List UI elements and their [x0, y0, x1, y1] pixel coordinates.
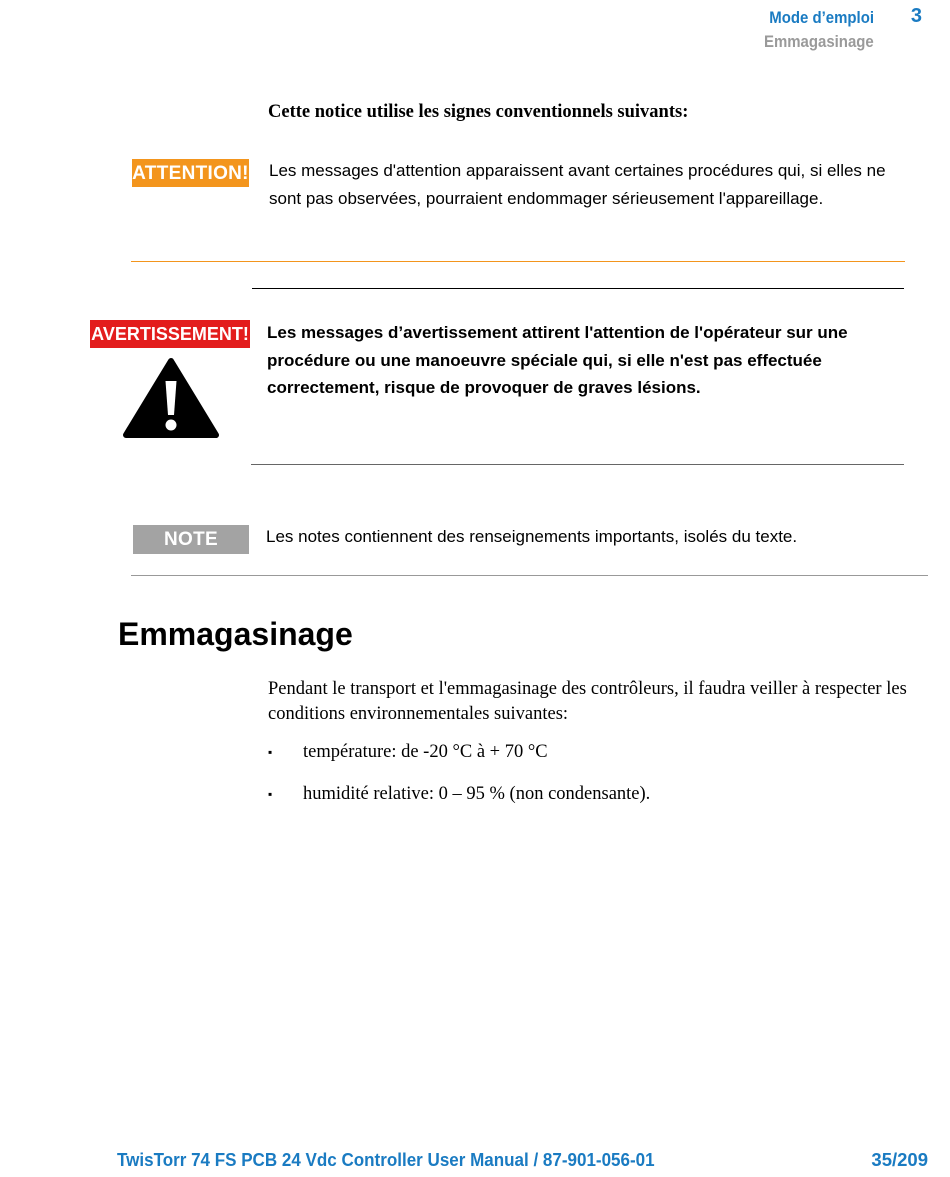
list-item	[268, 742, 548, 763]
attention-text: Les messages d'attention apparaissent avant certaines procédures qui, si elles ne sont pas observées, pourraient endommager sérieusement l'appareillage.	[269, 161, 886, 208]
note-text: Les notes contiennent des renseignements importants, isolés du texte.	[266, 527, 798, 546]
avertissement-label: AVERTISSEMENT!	[90, 320, 250, 348]
avertissement-text: Les messages d’avertissement attirent l'attention de l'opérateur sur une procédure ou une manoeuvre spéciale qui, si elle n'est pas effectuée correctement, risque de provoquer de graves lésions.	[267, 323, 848, 397]
page-number: 35/209	[871, 1149, 928, 1170]
intro-text: Cette notice utilise les signes conventionnels suivants:	[268, 102, 689, 122]
warning-triangle-icon	[122, 357, 220, 439]
warning-top-divider	[252, 288, 904, 289]
chapter-number: 3	[910, 5, 922, 27]
note-label: NOTE	[133, 525, 249, 554]
note-divider	[131, 575, 928, 576]
list-item	[268, 784, 650, 805]
header-title: Mode d’emploi	[769, 8, 874, 27]
list-item-text: température: de -20 °C à + 70 °C	[303, 742, 548, 762]
footer-manual-title: TwisTorr 74 FS PCB 24 Vdc Controller User Manual / 87-901-056-01	[117, 1149, 655, 1170]
warning-bottom-divider	[251, 464, 904, 465]
section-paragraph: Pendant le transport et l'emmagasinage des contrôleurs, il faudra veiller à respecter les conditions environnementales suivantes:	[268, 679, 907, 724]
bullet-icon: ▪	[268, 787, 273, 802]
bullet-icon: ▪	[268, 745, 273, 760]
attention-label: ATTENTION!	[132, 159, 249, 187]
section-title: Emmagasinage	[118, 616, 353, 652]
attention-divider	[131, 261, 905, 262]
list-item-text: humidité relative: 0 – 95 % (non condensante).	[303, 784, 651, 804]
header-subtitle: Emmagasinage	[764, 32, 874, 51]
